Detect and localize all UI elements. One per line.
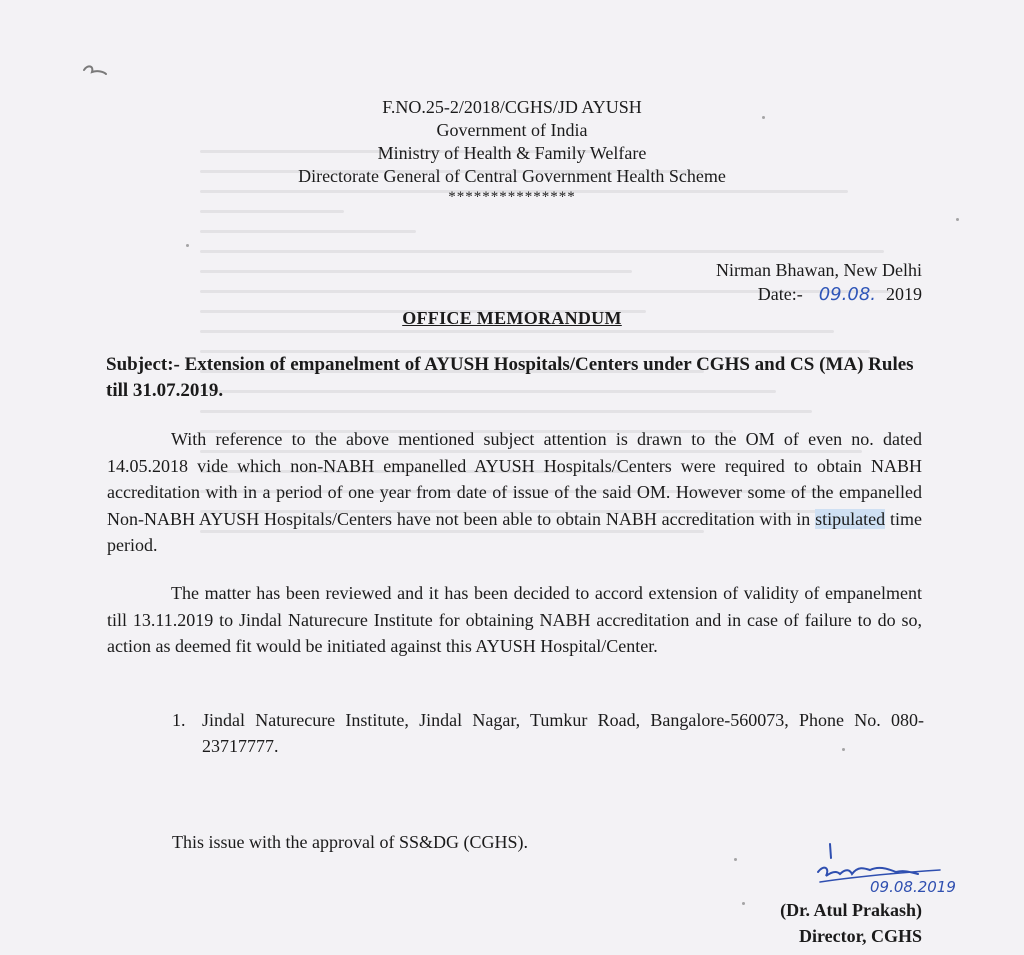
government-line: Government of India xyxy=(436,120,588,140)
paragraph-1-end: time period. xyxy=(107,508,922,555)
scan-speck xyxy=(956,218,959,221)
list-number: 1. xyxy=(172,710,186,730)
date-label: Date:- xyxy=(757,284,803,304)
scan-mark xyxy=(80,58,110,80)
paragraph-1-text: With reference to the above mentioned subject attention is drawn to the OM of even no. dated 14.05.2018 vide which non-NABH empanelled AYUSH Hospitals/Centers were required to obtain NABH accreditation with in a period of one year from date of issue of the said OM. However some of the empanelled Non-NABH AYUSH Hospitals/Centers have not been able to obtain NABH accreditation with in xyxy=(107,429,922,529)
file-number: F.NO.25-2/2018/CGHS/JD AYUSH xyxy=(382,97,642,117)
subject-line: Subject:- Extension of empanelment of AYUSH Hospitals/Centers under CGHS and CS (MA) Rules till 31.07.2019. xyxy=(106,354,914,401)
approval-line: This issue with the approval of SS&DG (CGHS). xyxy=(172,832,528,852)
memo-title: OFFICE MEMORANDUM xyxy=(402,308,622,328)
issue-place: Nirman Bhawan, New Delhi xyxy=(716,260,922,280)
star-divider: *************** xyxy=(448,189,576,205)
scan-speck xyxy=(762,116,765,119)
memo-header xyxy=(0,96,1024,206)
paragraph-reference xyxy=(107,426,922,559)
highlighted-word: stipulated xyxy=(815,508,886,529)
date-year: 2019 xyxy=(886,284,922,304)
signatory-name: (Dr. Atul Prakash) xyxy=(780,900,922,920)
list-text: Jindal Naturecure Institute, Jindal Nagar, Tumkur Road, Bangalore-560073, Phone No. 080-23717777. xyxy=(202,710,924,756)
paragraph-decision xyxy=(107,580,922,660)
handwritten-date: 09.08. xyxy=(818,284,876,305)
scan-speck xyxy=(742,902,745,905)
signatory-title: Director, CGHS xyxy=(799,926,922,946)
list-item xyxy=(172,707,924,759)
date-row xyxy=(758,284,922,305)
signature-date: 09.08.2019 xyxy=(870,878,956,896)
scan-speck xyxy=(734,858,737,861)
ministry-line: Ministry of Health & Family Welfare xyxy=(377,143,647,163)
scan-speck xyxy=(186,244,189,247)
paragraph-2-text: The matter has been reviewed and it has been decided to accord extension of validity of empanelment till 13.11.2019 to Jindal Naturecure Institute for obtaining NABH accreditation and in case of failure to do so, action as deemed fit would be initiated against this AYUSH Hospital/Center. xyxy=(107,583,922,656)
scan-speck xyxy=(842,748,845,751)
signature xyxy=(800,842,980,898)
directorate-line: Directorate General of Central Government Health Scheme xyxy=(298,166,726,186)
